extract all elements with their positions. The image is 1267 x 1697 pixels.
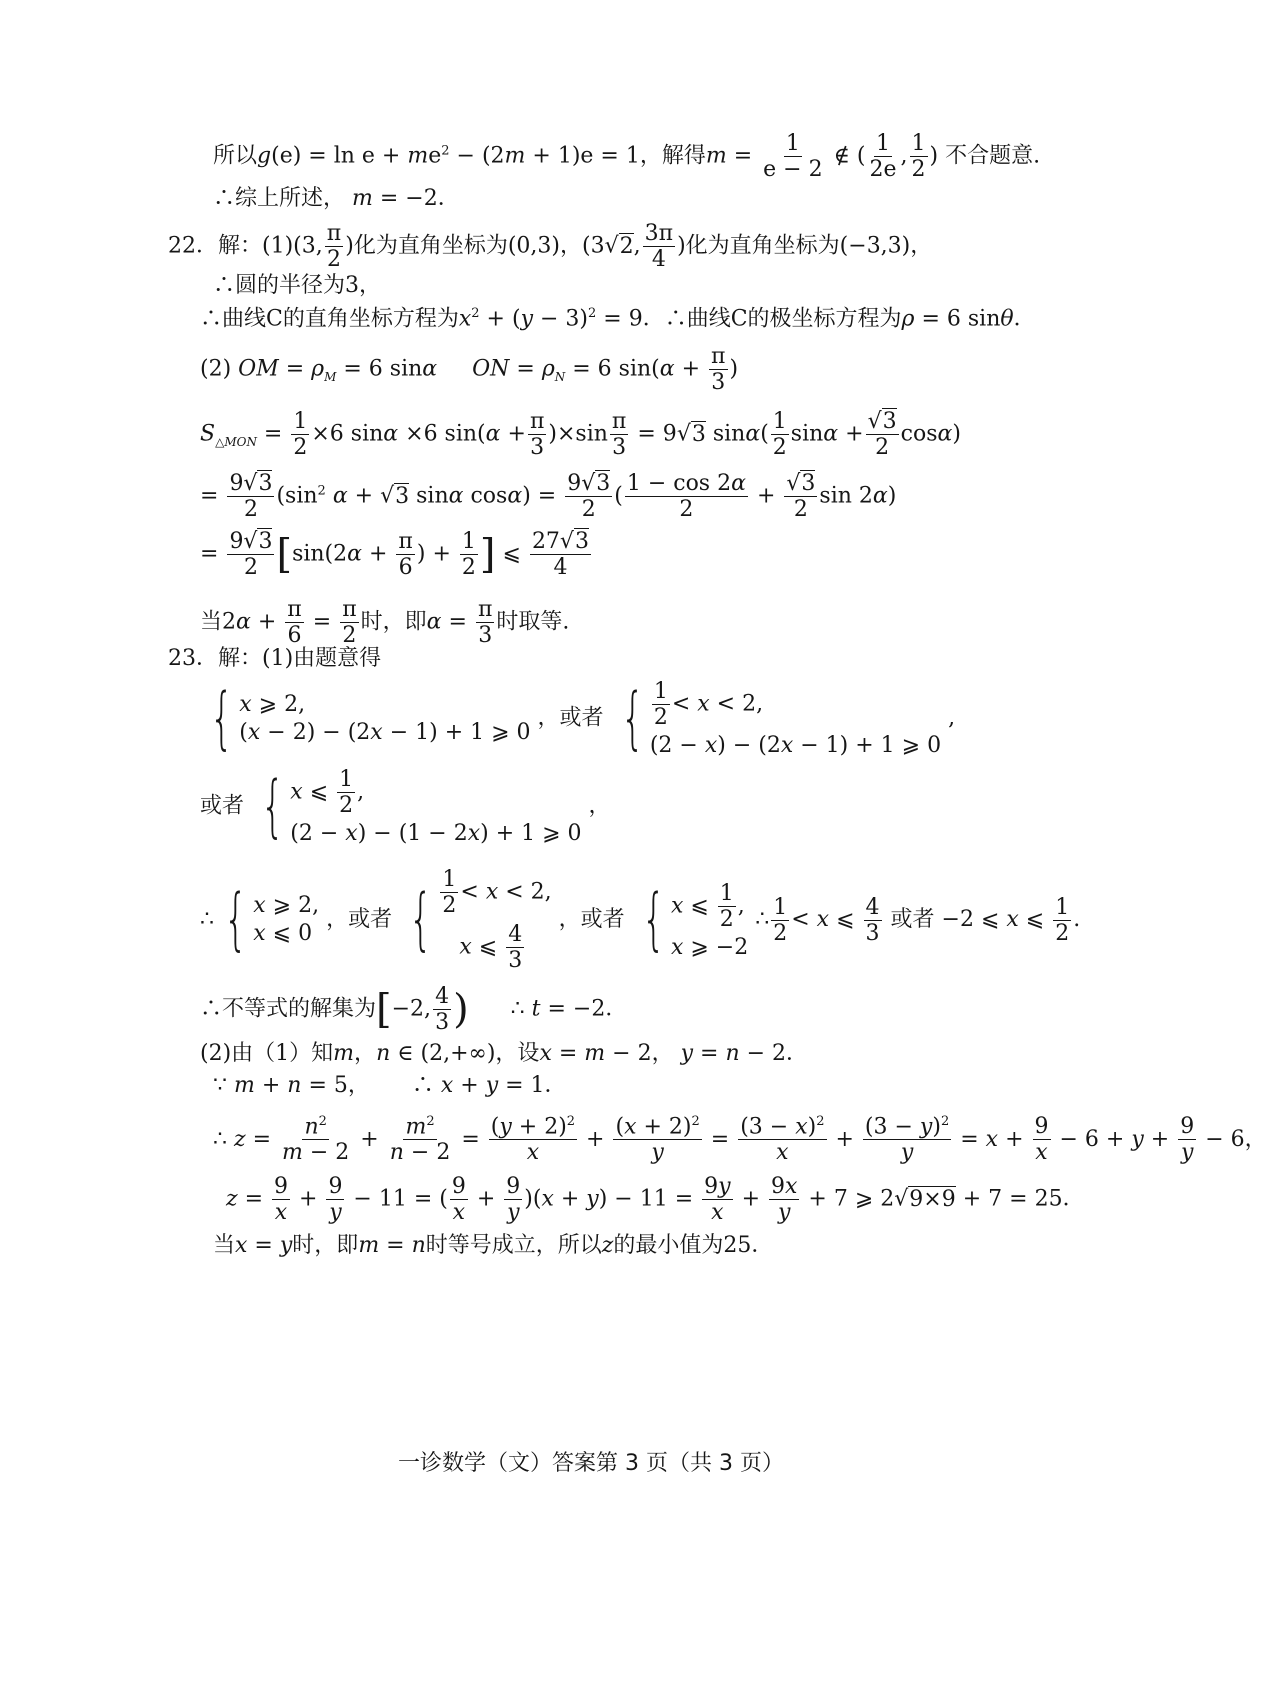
q22-equations: ∴曲线C的直角坐标方程为$x^2 + (y - 3)^2 = 9$．∴曲线C的极坐标方程为ρ = 6 sinθ．	[200, 306, 1036, 332]
text-rect-eq: ∴曲线C的直角坐标方程为	[200, 306, 459, 332]
page-footer: 一诊数学（文）答案第 3 页（共 3 页）	[398, 1451, 784, 1476]
text-solution-set: ∴不等式的解集为	[200, 996, 377, 1022]
text-or-3: ，或者	[326, 907, 393, 933]
text-or-4: ，或者	[558, 907, 625, 933]
text-when-i-e: 时，即	[360, 609, 427, 635]
q22-radius: ∴圆的半径为3，	[213, 273, 381, 298]
q22-part2-om-on: (2) OM = $\rho_M = 6$ sinα ON = $\rho_N = 6$ sin(α + $\frac{\pi}{3}$ )	[200, 344, 739, 396]
text-not-fit: 不合题意.	[945, 143, 1041, 169]
q22-equality: 当2α + $\frac{\pi}{6}$ = $\frac{\pi}{2}$ 时，即α = $\frac{\pi}{3}$ 时取等.	[200, 597, 570, 649]
text-when: 当	[200, 609, 223, 635]
q23-sum: ∵ m + n = 5， ∴ x + y = 1．	[213, 1073, 567, 1098]
line-g-e: 所以$g(e) = \ln e + me^2 - (2m + 1)e = 1$，解得m = $\frac{1}{e - 2}$ ∉ ( $\frac{1}{2e}$ , $\frac{1}{2}$ ) 不合题意.	[213, 131, 1041, 183]
q22-part1: 22．解：(1)(3, $\frac{\pi}{2}$ )化为直角坐标为(0,3)，(3√2, $\frac{3\pi}{4}$ )化为直角坐标为(−3,3)，	[168, 221, 933, 273]
q22-area-2: = $\frac{9√3}{2}$ ($\sin^2$ α + √3 sinα cosα) = $\frac{9√3}{2}$ ( $\frac{1 - \cos 2\alpha}{2}$ + $\frac{√3}{2}$ sin 2α)	[200, 471, 897, 523]
text-to-rect-1: 化为直角坐标为	[353, 233, 508, 259]
q23-cases-2: 或者 { x ⩽ $\frac{1}{2}$ , (2 − x) − (1 − 2x) + 1 ⩾ 0 ，	[200, 766, 611, 847]
text-in-summary: ∴综上所述，	[213, 186, 346, 211]
text-or-2: 或者	[200, 793, 245, 819]
q22-label: 22．解：(1)	[168, 233, 294, 259]
text-or-1: ，或者	[537, 705, 604, 731]
q23-cases-3: ∴ { x ⩾ 2, x ⩽ 0 ，或者 { $\frac{1}{2}$ < x < 2, x ⩽ $\frac{4}{3}$ ，或者 { x ⩽ $\frac{1}{2}$ , x ⩾ −2 ∴ $\frac{1}{2}$ < x ⩽ $\frac{4}{3}$ 或者 −2 ⩽ x ⩽ $\frac{1}{2}$ .	[200, 867, 1081, 974]
q23-final: 当x = y时，即m = n时等号成立，所以z的最小值为25．	[213, 1233, 774, 1258]
q23-label: 23．解：(1)由题意得	[168, 646, 382, 671]
text-polar-eq: ∴曲线C的极坐标方程为	[664, 306, 902, 332]
text-i-e: 时，即	[292, 1233, 359, 1258]
because-symbol: ∵	[213, 1073, 227, 1098]
text-solve: ，解得	[639, 143, 706, 169]
q23-z-expr: ∴ z = $\frac{n^2}{m - 2}$ + $\frac{m^2}{n - 2}$ = $\frac{(y + 2)^2}{x}$ + $\frac{(x + 2)^2}{y}$ = $\frac{(3 - x)^2}{x}$ + $\frac{(3 - y)^2}{y}$ = x + $\frac{9}{x}$ − 6 + y + $\frac{9}{y}$ − 6，	[213, 1114, 1267, 1166]
frac-1-e-2: $\frac{1}{e - 2}$	[763, 131, 823, 183]
text-equality-holds: 时取等.	[496, 609, 570, 635]
q23-cases-1: { x ⩾ 2, (x − 2) − (2x − 1) + 1 ⩾ 0 ，或者 { $\frac{1}{2}$ < x < 2, (2 − x) − (2x − 1) + 1 ⩾ 0 ,	[209, 678, 956, 759]
q23-part2: (2)由（1）知m，n ∈ (2,+∞)，设x = m − 2， y = n − 2．	[200, 1041, 809, 1066]
text-let: ，设	[495, 1041, 540, 1066]
line-conclusion-m: ∴综上所述， m = −2．	[213, 186, 460, 211]
text-or-5: 或者	[890, 907, 935, 933]
text-to-rect-2: 化为直角坐标为	[685, 233, 840, 259]
q23-z-ineq: z = $\frac{9}{x}$ + $\frac{9}{y}$ − 11 = ( $\frac{9}{x}$ + $\frac{9}{y}$ )(x + y) − 11 = $\frac{9y}{x}$ + $\frac{9x}{y}$ + 7 ⩾ 2√9×9 + 7 = 25．	[226, 1174, 1085, 1226]
text-so: 所以	[213, 143, 258, 169]
text-min-value: 的最小值为25．	[613, 1233, 774, 1258]
text-from-part1: (2)由（1）知	[200, 1041, 334, 1066]
q22-area-3: = $\frac{9√3}{2}$ [sin(2α + $\frac{\pi}{6}$ ) + $\frac{1}{2}$ ] ⩽ $\frac{27√3}{4}$	[200, 529, 589, 581]
text-when-final: 当	[213, 1233, 236, 1258]
q23-solution-set: ∴不等式的解集为[−2, $\frac{4}{3}$ ) ∴ t = −2．	[200, 984, 628, 1036]
text-equality: 时等号成立，所以	[425, 1233, 602, 1258]
q22-area-1: $S_{\triangle MON}$ = $\frac{1}{2}$ ×6 sinα ×6 sin(α + $\frac{\pi}{3}$ )×sin $\frac{\pi}{3}$ = 9√3 sinα( $\frac{1}{2}$ sinα + $\frac{√3}{2}$ cosα)	[200, 409, 961, 461]
